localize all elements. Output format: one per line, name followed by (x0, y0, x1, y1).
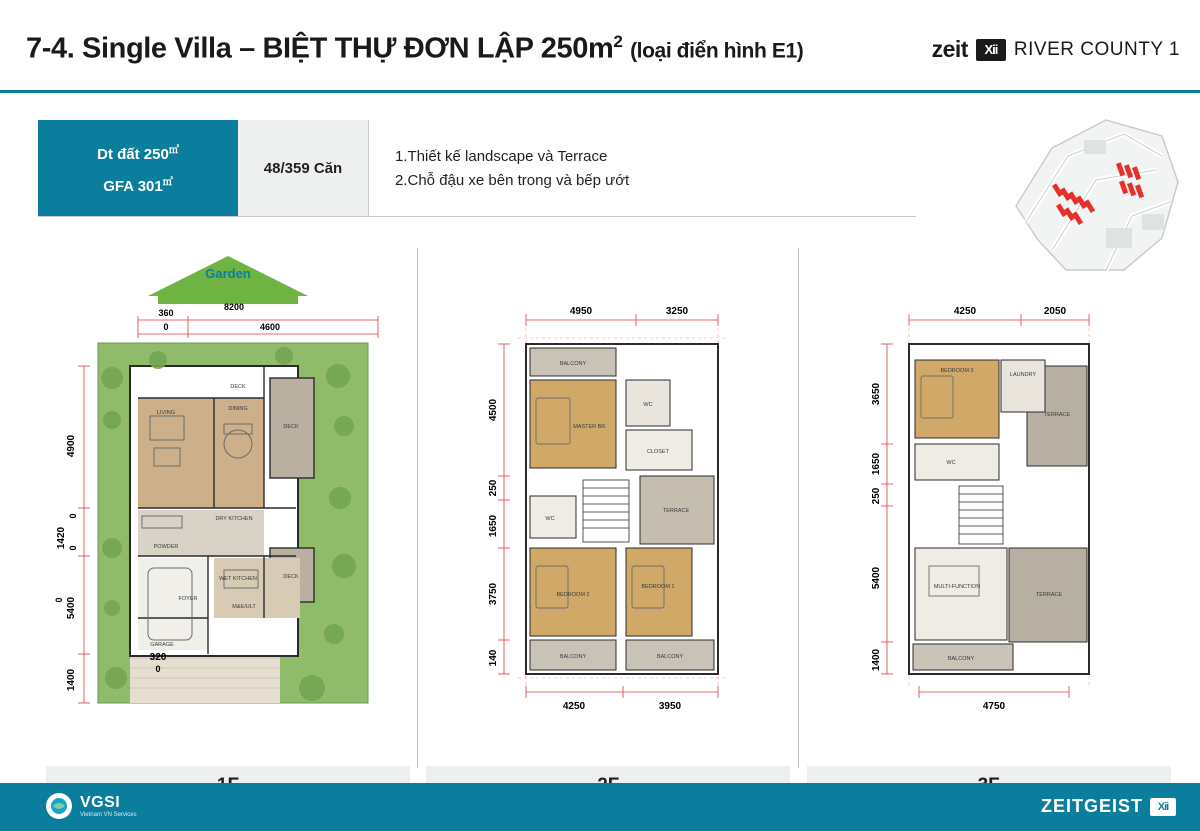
vgsi-icon (46, 793, 72, 819)
svg-text:DECK: DECK (230, 384, 246, 390)
zeitgeist-xii-icon: Xii (1150, 798, 1176, 816)
svg-text:LIVING: LIVING (156, 410, 176, 416)
svg-text:1650: 1650 (870, 452, 882, 476)
gfa-unit: ㎡ (162, 177, 173, 188)
svg-text:4250: 4250 (563, 701, 586, 712)
svg-text:4750: 4750 (982, 701, 1005, 712)
brand-zeit-text: zeit (931, 36, 968, 62)
page-footer (0, 783, 1200, 831)
svg-text:FOYER: FOYER (178, 596, 198, 602)
feature-list (368, 120, 916, 216)
unit-count: 48/359 Căn (238, 120, 368, 216)
svg-text:1650: 1650 (488, 514, 500, 538)
info-bar (38, 120, 916, 217)
land-area-unit: ㎡ (168, 145, 179, 156)
page-title (26, 32, 803, 66)
svg-text:5400: 5400 (870, 566, 882, 590)
svg-text:DECK: DECK (283, 574, 299, 580)
svg-text:BEDROOM 2: BEDROOM 2 (556, 592, 590, 598)
svg-text:1400: 1400 (66, 668, 77, 692)
svg-text:DRY KITCHEN: DRY KITCHEN (215, 516, 253, 522)
gfa-row: GFA 301㎡ (103, 177, 173, 195)
page-title-superscript: 2 (613, 32, 623, 51)
svg-text:M&E/ULT: M&E/ULT (232, 604, 256, 610)
vgsi-logo (46, 793, 137, 819)
svg-text:4250: 4250 (953, 306, 976, 317)
svg-text:0: 0 (68, 513, 78, 519)
page-title-unit: m (587, 32, 614, 65)
svg-text:GARAGE: GARAGE (150, 642, 174, 648)
svg-text:0: 0 (54, 597, 64, 603)
land-area-row: Dt đất 250㎡ (97, 145, 179, 163)
svg-text:4500: 4500 (488, 398, 500, 422)
svg-text:MASTER BR.: MASTER BR. (573, 424, 608, 430)
svg-text:0: 0 (163, 322, 169, 332)
svg-text:POWDER: POWDER (153, 544, 179, 550)
info-area-panel (38, 120, 238, 216)
svg-text:3250: 3250 (666, 306, 689, 317)
page-title-note: (loại điển hình E1) (630, 39, 804, 63)
feature-item-1: 1.Thiết kế landscape và Terrace (395, 147, 608, 165)
svg-text:BEDROOM 3: BEDROOM 3 (940, 368, 974, 374)
svg-text:4950: 4950 (570, 306, 593, 317)
svg-text:0: 0 (155, 664, 161, 674)
svg-text:4900: 4900 (66, 434, 77, 458)
svg-text:5400: 5400 (66, 596, 77, 620)
header-divider (0, 90, 1200, 93)
floor-plan-3f (798, 248, 1178, 768)
svg-text:360: 360 (158, 308, 174, 318)
page-title-main: 7-4. Single Villa – BIỆT THỰ ĐƠN LẬP 250 (26, 32, 588, 65)
garden-label: Garden (205, 266, 251, 281)
svg-text:2050: 2050 (1043, 306, 1066, 317)
svg-text:140: 140 (488, 649, 500, 667)
svg-text:WC: WC (643, 402, 653, 408)
brand-logo (932, 36, 1180, 63)
svg-text:BALCONY: BALCONY (947, 656, 974, 662)
brand-river-county-text: RIVER COUNTY 1 (1013, 38, 1180, 60)
svg-text:8200: 8200 (223, 302, 245, 312)
svg-text:TERRACE: TERRACE (1043, 412, 1070, 418)
svg-text:MULTI-FUNCTION: MULTI-FUNCTION (933, 584, 980, 590)
svg-text:BEDROOM 1: BEDROOM 1 (641, 584, 675, 590)
svg-text:BALCONY: BALCONY (657, 654, 684, 660)
svg-text:1420: 1420 (56, 526, 67, 550)
feature-item-2: 2.Chỗ đậu xe bên trong và bếp ướt (395, 171, 630, 189)
svg-text:WC: WC (545, 516, 555, 522)
page-header (0, 0, 1200, 92)
svg-text:3950: 3950 (659, 701, 682, 712)
svg-text:WET KITCHEN: WET KITCHEN (219, 576, 257, 582)
vgsi-label: VGSI Vietnam VN Services (80, 794, 137, 818)
svg-text:BALCONY: BALCONY (560, 361, 587, 367)
floor-plan-1f (38, 248, 417, 768)
svg-text:3650: 3650 (870, 382, 882, 406)
svg-text:TERRACE: TERRACE (663, 508, 690, 514)
zeitgeist-label: ZEITGEIST (1040, 796, 1143, 816)
svg-text:LAUNDRY: LAUNDRY (1009, 372, 1036, 378)
zeitgeist-logo (1041, 796, 1176, 817)
svg-text:250: 250 (870, 487, 882, 505)
floor-plan-row (38, 248, 1178, 768)
svg-text:320: 320 (149, 652, 167, 663)
svg-text:DECK: DECK (283, 424, 299, 430)
svg-text:250: 250 (488, 479, 500, 497)
svg-text:DINING: DINING (228, 406, 248, 412)
svg-text:1400: 1400 (870, 648, 882, 672)
svg-text:CLOSET: CLOSET (647, 449, 670, 455)
svg-text:WC: WC (946, 460, 956, 466)
svg-text:4600: 4600 (259, 322, 281, 332)
svg-text:BALCONY: BALCONY (560, 654, 587, 660)
svg-text:TERRACE: TERRACE (1035, 592, 1062, 598)
vgsi-sublabel: Vietnam VN Services (80, 812, 137, 818)
floor-plan-2f (417, 248, 797, 768)
brand-xii-icon: Xii (976, 39, 1006, 61)
svg-text:3750: 3750 (488, 582, 500, 606)
svg-text:0: 0 (68, 545, 78, 551)
